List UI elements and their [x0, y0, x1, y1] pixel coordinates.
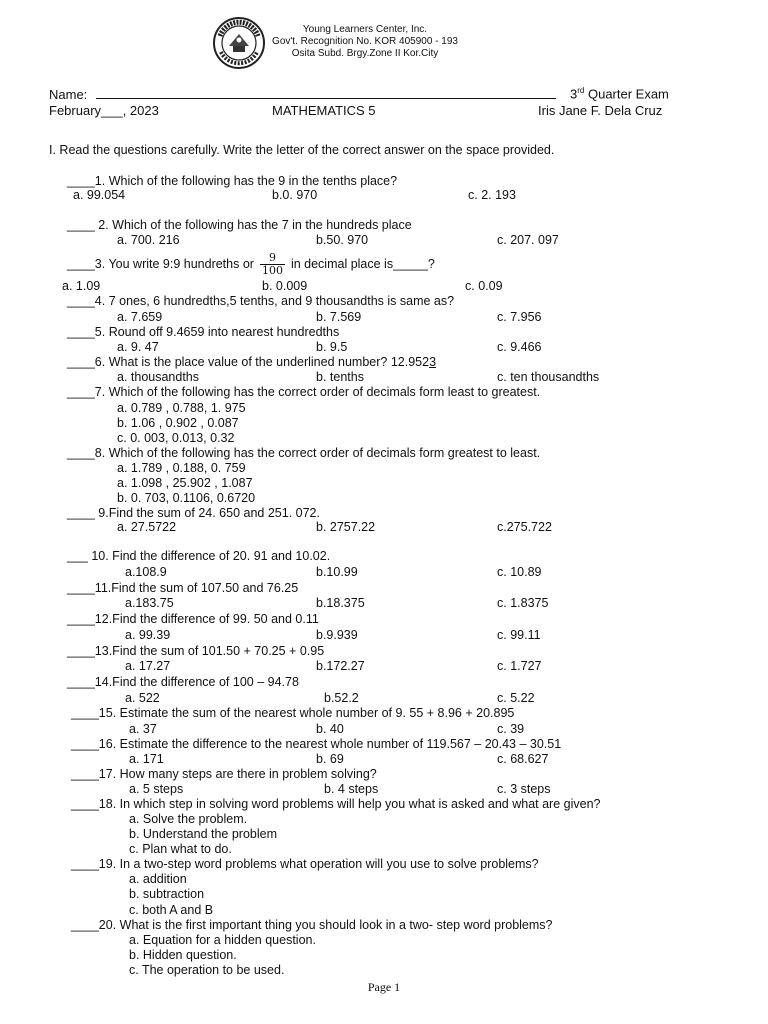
q12-option-a: a. 99.39: [125, 628, 171, 642]
question-19: ____19. In a two-step word problems what operation will you use to solve problems?: [71, 857, 539, 871]
q15-option-a: a. 37: [129, 722, 157, 736]
q16-option-a: a. 171: [129, 752, 164, 766]
q9-option-a: a. 27.5722: [117, 520, 177, 534]
q4-option-a: a. 7.659: [117, 310, 163, 324]
question-15: ____15. Estimate the sum of the nearest whole number of 9. 55 + 8.96 + 20.895: [71, 706, 515, 720]
q20-option-b: b. Hidden question.: [129, 948, 237, 962]
q14-option-b: b.52.2: [324, 691, 359, 705]
name-line[interactable]: [96, 98, 556, 99]
q19-option-c: c. both A and B: [129, 903, 214, 917]
school-address: Osita Subd. Brgy.Zone II Kor.City: [291, 48, 439, 59]
q17-option-a: a. 5 steps: [129, 782, 184, 796]
q5-option-a: a. 9. 47: [117, 340, 159, 354]
q8-option-c: b. 0. 703, 0.1106, 0.6720: [117, 491, 256, 505]
question-3: ____3. You write 9:9 hundreths or $\frac{9}{100}$ in decimal place is_____?: [67, 251, 435, 278]
q1-option-a: a. 99.054: [73, 188, 126, 202]
question-20: ____20. What is the first important thing you should look in a two- step word problems?: [71, 918, 553, 932]
q17-option-b: b. 4 steps: [324, 782, 379, 796]
q9-option-c: c.275.722: [497, 520, 552, 534]
school-logo: [212, 16, 266, 70]
school-header: [265, 24, 465, 60]
question-16: ____16. Estimate the difference to the nearest whole number of 119.567 – 20.43 – 30.51: [71, 737, 562, 751]
q13-option-c: c. 1.727: [497, 659, 542, 673]
q19-option-a: a. addition: [129, 872, 187, 886]
fraction-9-100: $\frac{9}{100}$: [261, 251, 283, 278]
question-10: ___ 10. Find the difference of 20. 91 and 10.02.: [67, 549, 331, 563]
question-11: ____11.Find the sum of 107.50 and 76.25: [67, 581, 299, 595]
q7-option-a: a. 0.789 , 0.788, 1. 975: [117, 401, 246, 415]
q19-option-b: b. subtraction: [129, 887, 205, 901]
name-label: Name:: [49, 87, 88, 102]
q18-option-a: a. Solve the problem.: [129, 812, 248, 826]
q14-option-c: c. 5.22: [497, 691, 535, 705]
q16-option-c: c. 68.627: [497, 752, 549, 766]
page-number: Page 1: [367, 980, 401, 994]
question-6: ____6. What is the place value of the underlined number? 12.9523: [67, 355, 437, 369]
q9-option-b: b. 2757.22: [316, 520, 376, 534]
question-17: ____17. How many steps are there in problem solving?: [71, 767, 377, 781]
q8-option-b: a. 1.098 , 25.902 , 1.087: [117, 476, 253, 490]
q7-option-c: c. 0. 003, 0.013, 0.32: [117, 431, 235, 445]
q17-option-c: c. 3 steps: [497, 782, 551, 796]
q20-option-a: a. Equation for a hidden question.: [129, 933, 316, 947]
instructions: I. Read the questions carefully. Write the letter of the correct answer on the space provided.: [49, 143, 555, 157]
q5-option-b: b. 9.5: [316, 340, 348, 354]
q20-option-c: c. The operation to be used.: [129, 963, 285, 977]
question-2: ____ 2. Which of the following has the 7 in the hundreds place: [67, 218, 412, 232]
recognition-number: Gov't. Recognition No. KOR 405900 - 193: [272, 36, 458, 47]
q10-option-a: a.108.9: [125, 565, 167, 579]
q2-option-a: a. 700. 216: [117, 233, 180, 247]
question-4: ____4. 7 ones, 6 hundredths,5 tenths, and 9 thousandths is same as?: [67, 294, 455, 308]
q6-option-c: c. ten thousandths: [497, 370, 600, 384]
question-5: ____5. Round off 9.4659 into nearest hundredths: [67, 325, 340, 339]
q3-option-b: b. 0.009: [262, 279, 308, 293]
q18-option-b: b. Understand the problem: [129, 827, 278, 841]
question-13: ____13.Find the sum of 101.50 + 70.25 + 0.95: [67, 644, 325, 658]
q13-option-b: b.172.27: [316, 659, 365, 673]
q5-option-c: c. 9.466: [497, 340, 542, 354]
q7-option-b: b. 1.06 , 0.902 , 0.087: [117, 416, 239, 430]
question-9: ____ 9.Find the sum of 24. 650 and 251. 072.: [67, 506, 320, 520]
q6-option-b: b. tenths: [316, 370, 364, 384]
q3-option-c: c. 0.09: [465, 279, 503, 293]
q11-option-a: a.183.75: [125, 596, 174, 610]
question-18: ____18. In which step in solving word problems will help you what is asked and what are given?: [71, 797, 601, 811]
q11-option-b: b.18.375: [316, 596, 365, 610]
q15-option-c: c. 39: [497, 722, 525, 736]
school-name: Young Learners Center, Inc.: [302, 24, 428, 35]
exam-date: February___, 2023: [49, 103, 159, 118]
q6-option-a: a. thousandths: [117, 370, 200, 384]
q12-option-c: c. 99.11: [497, 628, 541, 642]
question-1: ____1. Which of the following has the 9 in the tenths place?: [67, 174, 398, 188]
question-14: ____14.Find the difference of 100 – 94.78: [67, 675, 299, 689]
q10-option-b: b.10.99: [316, 565, 358, 579]
q8-option-a: a. 1.789 , 0.188, 0. 759: [117, 461, 246, 475]
q15-option-b: b. 40: [316, 722, 344, 736]
q10-option-c: c. 10.89: [497, 565, 542, 579]
exam-title: 3rd Quarter Exam: [570, 86, 669, 102]
q4-option-c: c. 7.956: [497, 310, 542, 324]
q16-option-b: b. 69: [316, 752, 344, 766]
underlined-digit: 3: [429, 355, 437, 369]
teacher-name: Iris Jane F. Dela Cruz: [538, 103, 663, 118]
q2-option-c: c. 207. 097: [497, 233, 559, 247]
question-12: ____12.Find the difference of 99. 50 and 0.11: [67, 612, 319, 626]
q3-option-a: a. 1.09: [62, 279, 101, 293]
q4-option-b: b. 7.569: [316, 310, 362, 324]
question-8: ____8. Which of the following has the correct order of decimals form greatest to least.: [67, 446, 541, 460]
subject: MATHEMATICS 5: [272, 103, 376, 118]
q13-option-a: a. 17.27: [125, 659, 171, 673]
q2-option-b: b.50. 970: [316, 233, 369, 247]
question-7: ____7. Which of the following has the correct order of decimals form least to greatest.: [67, 385, 541, 399]
q14-option-a: a. 522: [125, 691, 160, 705]
q1-option-c: c. 2. 193: [468, 188, 516, 202]
q12-option-b: b.9.939: [316, 628, 358, 642]
q11-option-c: c. 1.8375: [497, 596, 549, 610]
q1-option-b: b.0. 970: [272, 188, 318, 202]
q18-option-c: c. Plan what to do.: [129, 842, 232, 856]
